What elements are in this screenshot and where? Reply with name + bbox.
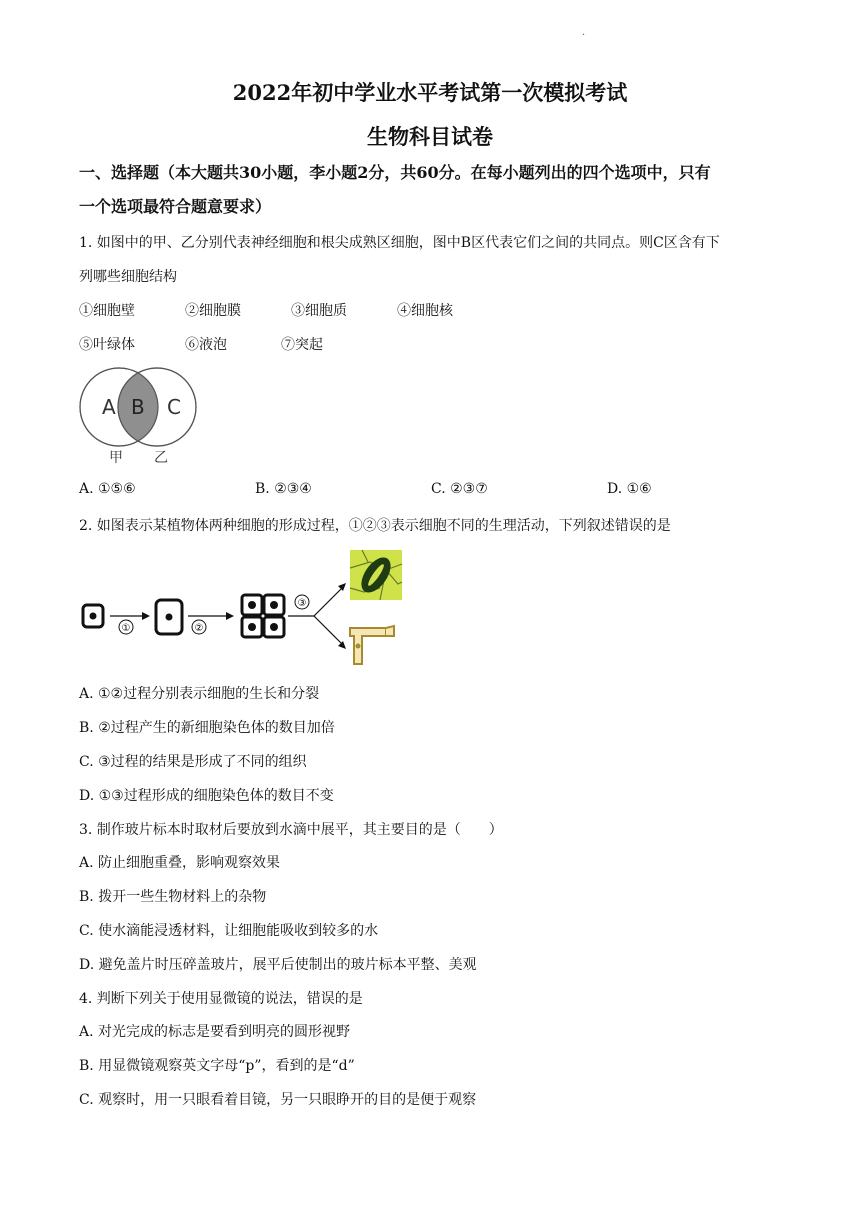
q1-item: ⑦突起: [281, 337, 323, 353]
q1-item: ②细胞膜: [185, 303, 241, 319]
step-2-label: ②: [194, 623, 204, 634]
section-heading-1: 一、选择题（本大题共30小题，李小题2分，共60分。在每小题列出的四个选项中，只有: [79, 163, 711, 182]
q3-stem: 3. 制作玻片标本时取材后要放到水滴中展平，其主要目的是（ ）: [79, 822, 503, 838]
q2-option-c: C. ③过程的结果是形成了不同的组织: [79, 754, 307, 770]
label-jia: 甲: [109, 450, 123, 466]
q1-items-row1: [79, 300, 453, 320]
label-yi: 乙: [154, 450, 168, 466]
step-3-label: ③: [297, 598, 307, 609]
q3-option-d: D. 避免盖片时压碎盖玻片，展平后使制出的玻片标本平整、美观: [79, 957, 477, 973]
root-hair-cell-image: [350, 626, 394, 664]
q4-stem: 4. 判断下列关于使用显微镜的说法，错误的是: [79, 991, 363, 1007]
q1-option-a: A. ①⑤⑥: [79, 481, 136, 497]
divided-cells: [242, 595, 284, 637]
q3-option-a: A. 防止细胞重叠，影响观察效果: [79, 855, 281, 871]
q1-options: [79, 481, 652, 497]
q1-item: ⑤叶绿体: [79, 337, 135, 353]
exam-title: 2022年初中学业水平考试第一次模拟考试: [232, 80, 628, 105]
q3-option-c: C. 使水滴能浸透材料，让细胞能吸收到较多的水: [79, 923, 379, 939]
section-heading-2: 一个选项最符合题意要求）: [79, 197, 272, 216]
q1-stem-line1: 1. 如图中的甲、乙分别代表神经细胞和根尖成熟区细胞，图中B区代表它们之间的共同点。则C区含有下: [79, 235, 720, 251]
q4-option-c: C. 观察时，用一只眼看着目镜，另一只眼睁开的目的是便于观察: [79, 1092, 477, 1108]
q1-item: ⑥液泡: [185, 337, 227, 353]
q4-option-b: B. 用显微镜观察英文字母“p”，看到的是“d”: [79, 1058, 355, 1074]
cell-formation-diagram: [80, 548, 410, 672]
q1-items-row2: [79, 334, 323, 354]
q3-option-b: B. 拨开一些生物材料上的杂物: [79, 889, 267, 905]
q1-item: ④细胞核: [397, 303, 453, 319]
q2-stem: 2. 如图表示某植物体两种细胞的形成过程，①②③表示细胞不同的生理活动，下列叙述错误的是: [79, 518, 671, 534]
exam-subtitle: 生物科目试卷: [367, 124, 493, 149]
q1-item: ①细胞壁: [79, 303, 135, 319]
q4-option-a: A. 对光完成的标志是要看到明亮的圆形视野: [79, 1024, 351, 1040]
step-1-label: ①: [121, 623, 131, 634]
venn-label-a: A: [102, 395, 116, 419]
q1-option-d: D. ①⑥: [607, 481, 652, 497]
venn-label-c: C: [167, 395, 181, 419]
q2-option-a: A. ①②过程分别表示细胞的生长和分裂: [79, 686, 320, 702]
q1-stem-line2: 列哪些细胞结构: [79, 269, 177, 285]
venn-diagram: [78, 366, 200, 466]
q2-option-d: D. ①③过程形成的细胞染色体的数目不变: [79, 788, 334, 804]
q1-item: ③细胞质: [291, 303, 347, 319]
venn-label-b: B: [131, 395, 145, 419]
q1-option-c: C. ②③⑦: [431, 481, 488, 497]
guard-cell-image: [350, 550, 402, 600]
q1-option-b: B. ②③④: [255, 481, 312, 497]
page-mark: ·: [582, 30, 586, 41]
q2-option-b: B. ②过程产生的新细胞染色体的数目加倍: [79, 720, 335, 736]
